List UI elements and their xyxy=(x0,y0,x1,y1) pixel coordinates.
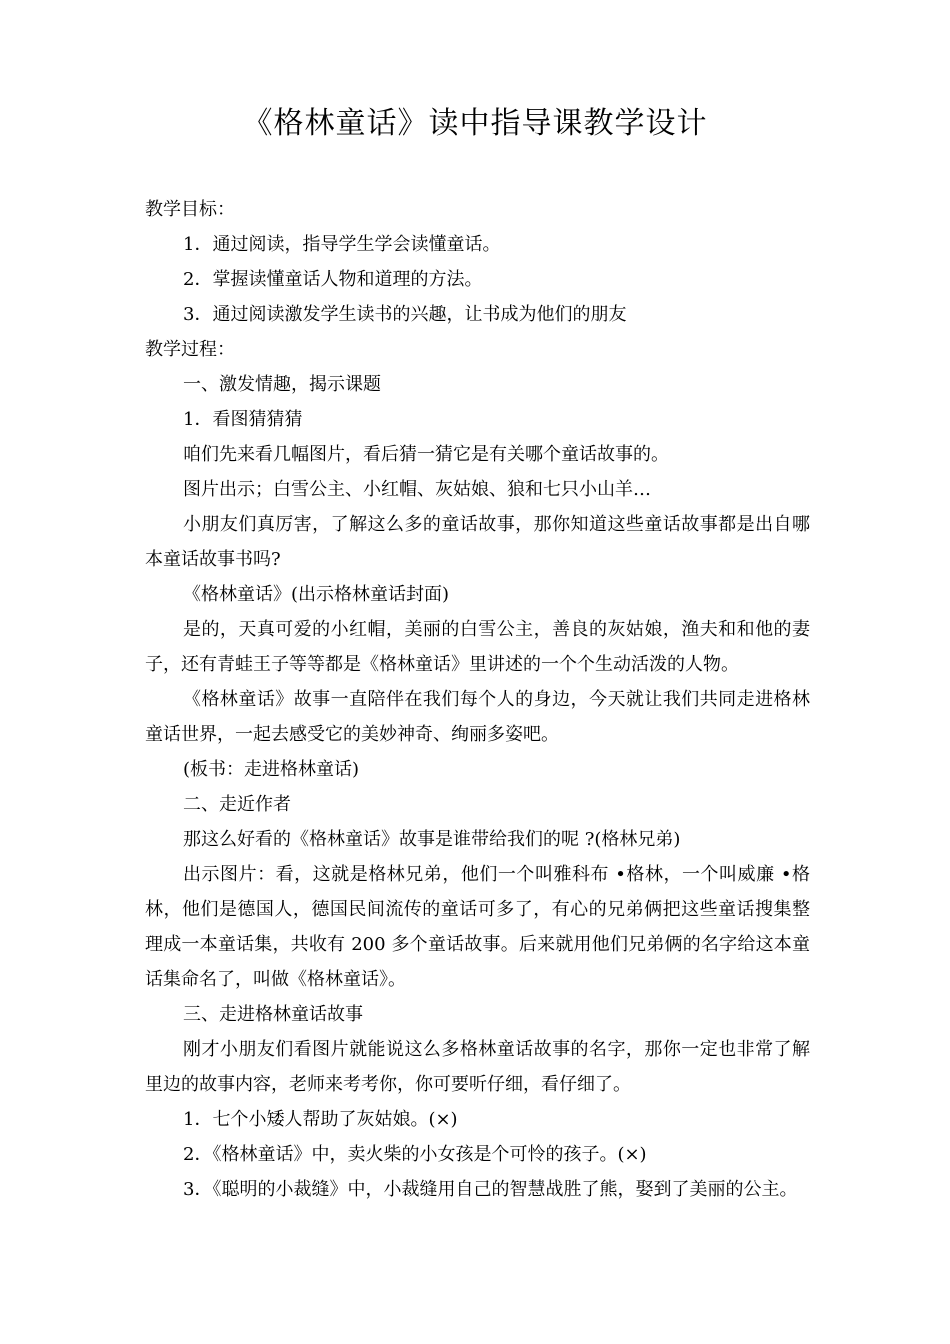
paragraph: 小朋友们真厉害，了解这么多的童话故事，那你知道这些童话故事都是出自哪本童话故事书吗? xyxy=(145,514,810,570)
paragraph: 《格林童话》(出示格林童话封面) xyxy=(183,584,450,605)
document-body xyxy=(145,192,810,1207)
paragraph: 咱们先来看几幅图片，看后猜一猜它是有关哪个童话故事的。 xyxy=(183,444,669,465)
goal-item: 2．掌握读懂童话人物和道理的方法。 xyxy=(183,269,483,290)
paragraph: 图片出示；白雪公主、小红帽、灰姑娘、狼和七只小山羊… xyxy=(183,479,651,500)
goal-item: 1．通过阅读，指导学生学会读懂童话。 xyxy=(183,234,501,255)
goals-heading: 教学目标： xyxy=(145,199,235,220)
quiz-item: 3．《聪明的小裁缝》中，小裁缝用自己的智慧战胜了熊，娶到了美丽的公主。 xyxy=(183,1179,798,1200)
paragraph: 刚才小朋友们看图片就能说这么多格林童话故事的名字，那你一定也非常了解里边的故事内容，老师来考考你，你可要听仔细，看仔细了。 xyxy=(145,1039,810,1095)
paragraph: (板书：走进格林童话) xyxy=(183,759,360,780)
goal-item: 3．通过阅读激发学生读书的兴趣，让书成为他们的朋友 xyxy=(183,304,627,325)
process-heading: 教学过程： xyxy=(145,339,235,360)
paragraph: 《格林童话》故事一直陪伴在我们每个人的身边，今天就让我们共同走进格林童话世界，一起去感受它的美妙神奇、绚丽多姿吧。 xyxy=(145,689,810,745)
paragraph: 那这么好看的《格林童话》故事是谁带给我们的呢 ?(格林兄弟) xyxy=(183,829,681,850)
paragraph: 是的，天真可爱的小红帽，美丽的白雪公主，善良的灰姑娘，渔夫和和他的妻子，还有青蛙王子等等都是《格林童话》里讲述的一个个生动活泼的人物。 xyxy=(145,619,810,675)
section1-heading: 一、激发情趣，揭示课题 xyxy=(183,374,381,395)
quiz-item: 1．七个小矮人帮助了灰姑娘。(×) xyxy=(183,1109,458,1130)
section2-heading: 二、走近作者 xyxy=(183,794,291,815)
document-title: 《格林童话》读中指导课教学设计 xyxy=(242,106,708,141)
quiz-item: 2．《格林童话》中，卖火柴的小女孩是个可怜的孩子。(×) xyxy=(183,1144,647,1165)
paragraph: 出示图片：看，这就是格林兄弟，他们一个叫雅科布 •格林，一个叫威廉 •格林，他们是德国人，德国民间流传的童话可多了，有心的兄弟俩把这些童话搜集整理成一本童话集，共收有 200 多个童话故事。后来就用他们兄弟俩的名字给这本童话集命名了，叫做《格林童话》。 xyxy=(145,864,810,990)
section3-heading: 三、走进格林童话故事 xyxy=(183,1004,363,1025)
paragraph: 1．看图猜猜猜 xyxy=(183,409,303,430)
